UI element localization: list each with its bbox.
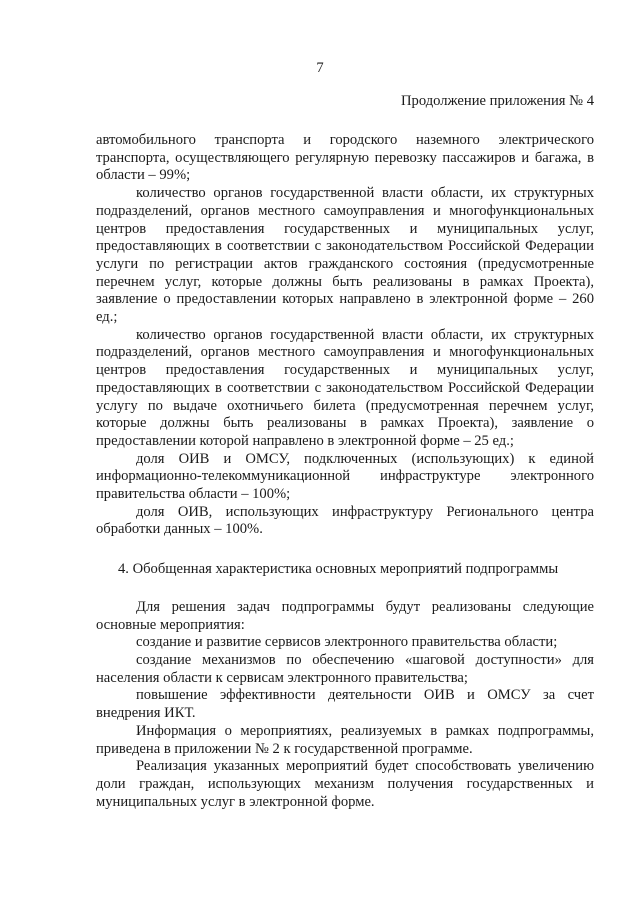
paragraph: создание механизмов по обеспечению «шаговой доступности» для населения области к сервисам электронного правительства; [96, 651, 594, 686]
appendix-continuation-note: Продолжение приложения № 4 [401, 93, 594, 109]
paragraph: количество органов государственной власти области, их структурных подразделений, органов местного самоуправления и многофункциональных центров предоставления государственных и муниципальных услуг, предоставляющих в соответствии с законодательством Российской Федерации услуги по регистрации актов гражданского состояния (предусмотренные перечнем услуг, которые должны быть реализованы в рамках Проекта), заявление о предоставлении которых направлено в электронной форме – 260 ед.; [96, 185, 594, 326]
paragraph: создание и развитие сервисов электронного правительства области; [136, 634, 558, 651]
paragraph: доля ОИВ и ОМСУ, подключенных (использующих) к единой информационно-телекоммуникационной инфраструктуре электронного правительства области – 100%; [96, 450, 594, 503]
paragraph: автомобильного транспорта и городского наземного электрического транспорта, осуществляющего регулярную перевозку пассажиров и багажа, в области – 99%; [96, 132, 594, 184]
paragraph: Реализация указанных мероприятий будет способствовать увеличению доли граждан, использующих механизм получения государственных и муниципальных услуг в электронной форме. [96, 758, 594, 810]
paragraph: повышение эффективности деятельности ОИВ и ОМСУ за счет внедрения ИКТ. [96, 687, 594, 722]
page-number: 7 [316, 60, 324, 76]
paragraph: Для решения задач подпрограммы будут реализованы следующие основные мероприятия: [96, 598, 594, 633]
document-body [96, 132, 594, 811]
paragraph: количество органов государственной власти области, их структурных подразделений, органов местного самоуправления и многофункциональных центров предоставления государственных и муниципальных услуг, предоставляющих в соответствии с законодательством Российской Федерации услугу по выдаче охотничьего билета (предусмотренная перечнем услуг, которые должны быть реализованы в рамках Проекта), заявление о предоставлении которой направлено в электронной форме – 25 ед.; [96, 326, 594, 449]
paragraph: доля ОИВ, использующих инфраструктуру Регионального центра обработки данных – 100%. [96, 503, 594, 538]
section-title: 4. Обобщенная характеристика основных мероприятий подпрограммы [118, 561, 559, 578]
paragraph: Информация о мероприятиях, реализуемых в рамках подпрограммы, приведена в приложении № 2 к государственной программе. [96, 722, 594, 757]
